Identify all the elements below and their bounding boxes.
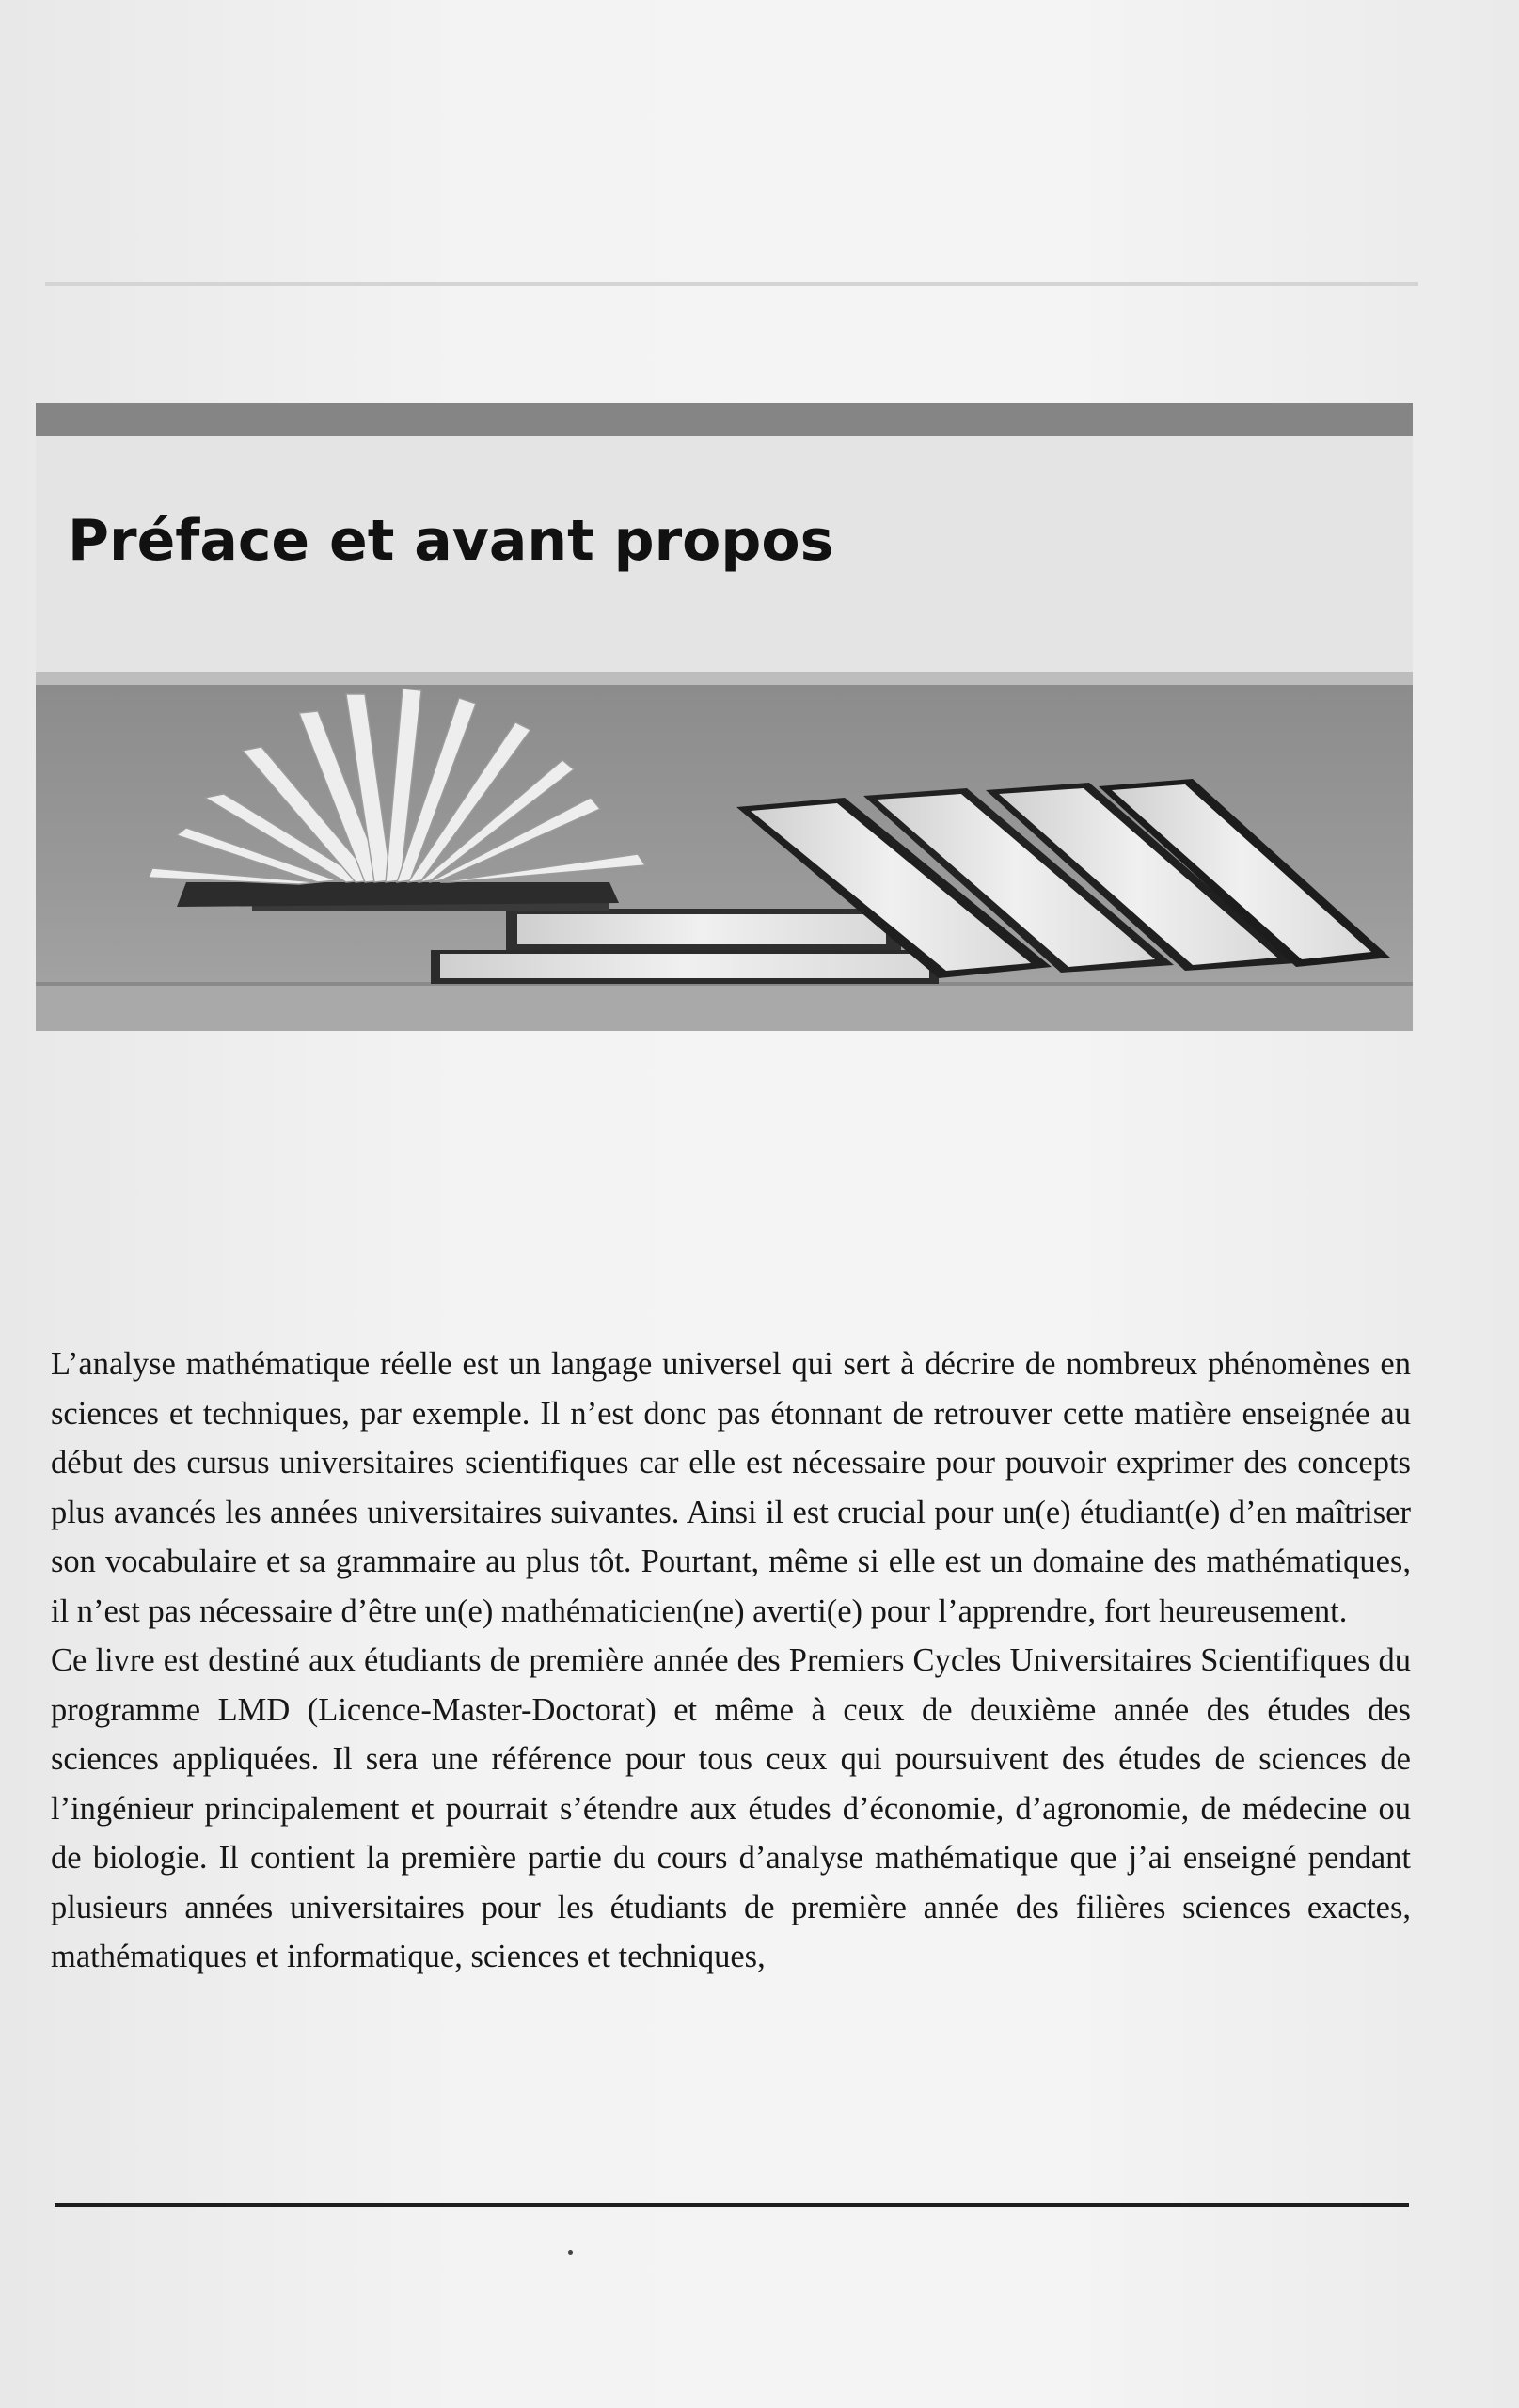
title-band-shadow bbox=[36, 672, 1413, 685]
bottom-rule bbox=[55, 2203, 1409, 2207]
page-speck bbox=[568, 2250, 573, 2255]
banner-top-bar bbox=[36, 403, 1413, 436]
chapter-title: Préface et avant propos bbox=[68, 508, 834, 574]
paragraph-2: Ce livre est destiné aux étudiants de première année des Premiers Cycles Universitaires Scientifiques du programme LMD (Licence-Master-Doctorat) et même à ceux de deuxième année des études des sciences appliquées. Il sera une référence pour tous ceux qui poursuivent des études de sciences de l’ingénieur principalement et pourrait s’étendre aux études d’économie, d’agronomie, de médecine ou de biologie. Il contient la première partie du cours d’analyse mathématique que j’ai enseigné pendant plusieurs années universitaires pour les étudiants de première année des filières sciences exactes, mathématiques et informatique, sciences et techniques, bbox=[51, 1642, 1411, 1974]
body-text bbox=[51, 1339, 1411, 1982]
chapter-banner bbox=[36, 403, 1413, 1031]
books-photo bbox=[36, 685, 1413, 1031]
paragraph-1: L’analyse mathématique réelle est un langage universel qui sert à décrire de nombreux phénomènes en sciences et techniques, par exemple. Il n’est donc pas étonnant de retrouver cette matière enseignée au début des cursus universitaires scientifiques car elle est nécessaire pour pouvoir exprimer des concepts plus avancés les années universitaires suivantes. Ainsi il est crucial pour un(e) étudiant(e) d’en maîtriser son vocabulaire et sa grammaire au plus tôt. Pourtant, même si elle est un domaine des mathématiques, il n’est pas nécessaire d’être un(e) mathématicien(ne) averti(e) pour l’apprendre, fort heureusement. bbox=[51, 1346, 1411, 1629]
top-rule bbox=[45, 282, 1418, 286]
